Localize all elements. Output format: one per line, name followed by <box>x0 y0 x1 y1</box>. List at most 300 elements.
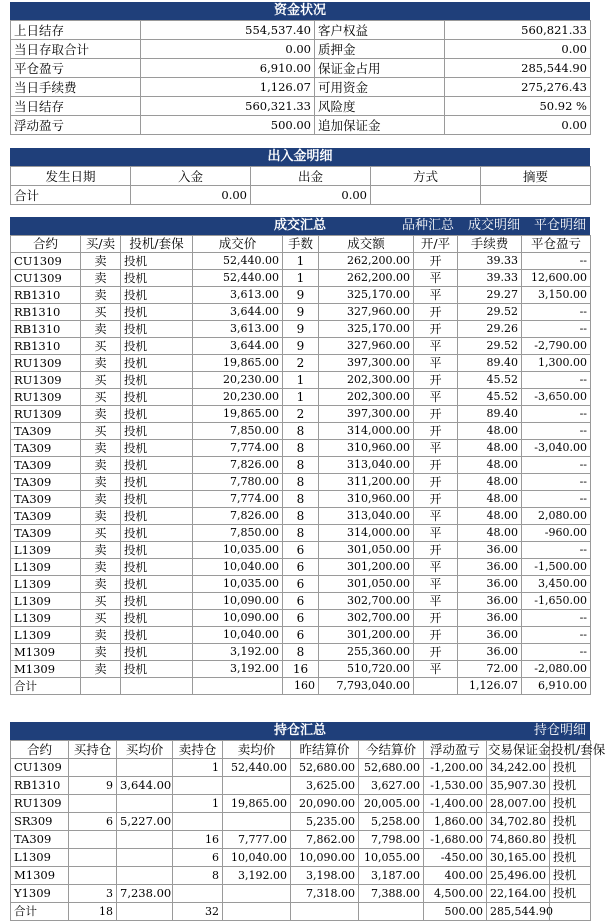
position-cell <box>173 813 223 831</box>
trade-cell: 72.00 <box>458 661 522 678</box>
trade-cell: 开 <box>414 474 458 491</box>
trade-cell: -- <box>522 423 591 440</box>
trade-cell: 开 <box>414 253 458 270</box>
trade-cell: 8 <box>283 508 319 525</box>
trade-cell <box>121 678 193 695</box>
trades-total-label: 合计 <box>11 678 81 695</box>
trade-cell: TA309 <box>11 440 81 457</box>
fund-label: 上日结存 <box>11 21 141 40</box>
positions-table <box>10 740 605 921</box>
trade-row <box>11 338 591 355</box>
fund-value: 560,821.33 <box>445 21 591 40</box>
trade-cell: 8 <box>283 440 319 457</box>
position-cell: 52,440.00 <box>223 759 291 777</box>
position-cell <box>550 903 591 921</box>
position-cell: 35,907.30 <box>487 777 550 795</box>
position-cell: 7,318.00 <box>291 885 359 903</box>
trade-cell: 2,080.00 <box>522 508 591 525</box>
trade-cell: 开 <box>414 423 458 440</box>
trade-cell: 平 <box>414 338 458 355</box>
trade-cell: -- <box>522 627 591 644</box>
trade-cell: 48.00 <box>458 457 522 474</box>
trade-cell: 314,000.00 <box>319 525 414 542</box>
link-position-detail[interactable]: 持仓明细 <box>533 723 586 738</box>
trade-cell: L1309 <box>11 576 81 593</box>
trade-cell: RU1309 <box>11 355 81 372</box>
trades-col-header: 手数 <box>283 236 319 253</box>
trade-cell: 开 <box>414 321 458 338</box>
trade-cell: 买 <box>81 423 121 440</box>
trade-cell: RB1310 <box>11 338 81 355</box>
trade-cell: 8 <box>283 423 319 440</box>
trade-cell: 投机 <box>121 253 193 270</box>
position-cell <box>117 867 173 885</box>
trade-row <box>11 525 591 542</box>
trade-cell: 投机 <box>121 440 193 457</box>
trade-cell: 1 <box>283 372 319 389</box>
fund-label: 当日手续费 <box>11 78 141 97</box>
trade-cell: -- <box>522 372 591 389</box>
trade-cell: 6 <box>283 576 319 593</box>
trade-cell: 301,050.00 <box>319 576 414 593</box>
positions-col-header: 投机/套保 <box>551 742 605 757</box>
trade-cell: 投机 <box>121 474 193 491</box>
position-cell: 52,680.00 <box>359 759 424 777</box>
trade-cell: 397,300.00 <box>319 355 414 372</box>
position-cell: 投机 <box>550 795 591 813</box>
trade-cell: RB1310 <box>11 304 81 321</box>
trade-cell: 29.52 <box>458 304 522 321</box>
trade-cell: 19,865.00 <box>193 406 283 423</box>
fund-row <box>11 59 591 78</box>
trade-cell: RB1310 <box>11 321 81 338</box>
position-cell: 7,388.00 <box>359 885 424 903</box>
fund-label: 质押金 <box>315 40 445 59</box>
trade-cell: 买 <box>81 525 121 542</box>
trade-cell: 卖 <box>81 321 121 338</box>
trade-cell: -1,500.00 <box>522 559 591 576</box>
fund-status-title: 资金状况 <box>273 3 326 18</box>
fund-label: 客户权益 <box>315 21 445 40</box>
fund-label: 风险度 <box>315 97 445 116</box>
trades-total-amount: 7,793,040.00 <box>319 678 414 695</box>
fund-status-section <box>10 2 590 135</box>
trade-cell: RU1309 <box>11 406 81 423</box>
position-cell <box>223 885 291 903</box>
trade-cell: 16 <box>283 661 319 678</box>
trade-cell: 平 <box>414 287 458 304</box>
trade-cell: L1309 <box>11 559 81 576</box>
trade-cell: 10,090.00 <box>193 610 283 627</box>
trade-row <box>11 389 591 406</box>
trade-cell: 36.00 <box>458 627 522 644</box>
trade-cell: 投机 <box>121 457 193 474</box>
trades-col-header: 买/卖 <box>81 236 121 253</box>
trade-row <box>11 304 591 321</box>
trade-cell: 313,040.00 <box>319 508 414 525</box>
trade-cell: 20,230.00 <box>193 372 283 389</box>
position-cell: 3,627.00 <box>359 777 424 795</box>
fund-label: 当日结存 <box>11 97 141 116</box>
position-cell: -450.00 <box>424 849 487 867</box>
trade-cell: 3,613.00 <box>193 287 283 304</box>
fund-value: 285,544.90 <box>445 59 591 78</box>
trade-cell: 48.00 <box>458 423 522 440</box>
deposit-title: 出入金明细 <box>267 149 333 164</box>
position-cell <box>173 885 223 903</box>
trade-cell: 7,774.00 <box>193 440 283 457</box>
trade-cell: 6 <box>283 542 319 559</box>
position-cell: 7,798.00 <box>359 831 424 849</box>
trade-cell: 10,035.00 <box>193 542 283 559</box>
fund-label: 可用资金 <box>315 78 445 97</box>
trade-cell: 开 <box>414 406 458 423</box>
trade-cell: L1309 <box>11 610 81 627</box>
position-cell: 7,862.00 <box>291 831 359 849</box>
trades-col-header: 开/平 <box>414 236 458 253</box>
trade-cell: 1,300.00 <box>522 355 591 372</box>
trade-cell: 卖 <box>81 644 121 661</box>
trade-row <box>11 627 591 644</box>
trade-cell: 9 <box>283 287 319 304</box>
trade-cell: 29.27 <box>458 287 522 304</box>
trades-col-header: 合约 <box>11 236 81 253</box>
fund-value: 6,910.00 <box>141 59 315 78</box>
position-cell: 1 <box>173 759 223 777</box>
position-cell <box>291 903 359 921</box>
trade-cell: -- <box>522 304 591 321</box>
trade-cell: 7,780.00 <box>193 474 283 491</box>
trade-cell: 36.00 <box>458 610 522 627</box>
trades-col-header: 成交价 <box>193 236 283 253</box>
trade-cell: 投机 <box>121 559 193 576</box>
fund-value: 1,126.07 <box>141 78 315 97</box>
trade-cell: 10,090.00 <box>193 593 283 610</box>
trade-cell: 卖 <box>81 491 121 508</box>
trade-cell: 投机 <box>121 287 193 304</box>
trade-cell: 平 <box>414 576 458 593</box>
position-cell: 3,192.00 <box>223 867 291 885</box>
deposit-col-in: 入金 <box>131 167 251 186</box>
deposit-section <box>10 148 590 205</box>
position-cell: 25,496.00 <box>487 867 550 885</box>
trade-cell: 19,865.00 <box>193 355 283 372</box>
position-cell <box>69 867 117 885</box>
trade-cell: 买 <box>81 372 121 389</box>
trade-cell: 卖 <box>81 542 121 559</box>
trade-cell: 7,826.00 <box>193 508 283 525</box>
trade-cell: 10,040.00 <box>193 559 283 576</box>
trade-cell: 310,960.00 <box>319 491 414 508</box>
trade-cell: 卖 <box>81 355 121 372</box>
trade-cell: 投机 <box>121 338 193 355</box>
position-cell <box>69 849 117 867</box>
position-cell: RB1310 <box>11 777 69 795</box>
positions-col-header: 今结算价 <box>359 741 424 759</box>
position-cell: 3,625.00 <box>291 777 359 795</box>
trade-cell: 卖 <box>81 406 121 423</box>
trade-cell: 卖 <box>81 457 121 474</box>
position-row <box>11 759 591 777</box>
trade-cell: -2,080.00 <box>522 661 591 678</box>
position-cell: 400.00 <box>424 867 487 885</box>
trade-cell: 卖 <box>81 576 121 593</box>
trade-row <box>11 610 591 627</box>
trade-cell: -- <box>522 610 591 627</box>
trade-cell: 36.00 <box>458 559 522 576</box>
fund-value: 50.92 % <box>445 97 591 116</box>
trade-cell: RU1309 <box>11 372 81 389</box>
trade-cell: L1309 <box>11 593 81 610</box>
trade-cell: 买 <box>81 389 121 406</box>
trade-row <box>11 406 591 423</box>
position-cell <box>173 777 223 795</box>
trade-cell: -- <box>522 321 591 338</box>
trade-cell: 29.26 <box>458 321 522 338</box>
positions-total-pnl: 500.00 <box>424 903 487 921</box>
position-row <box>11 885 591 903</box>
trade-cell: -- <box>522 644 591 661</box>
position-cell: 6 <box>173 849 223 867</box>
trades-links <box>388 217 586 235</box>
trade-cell: 2 <box>283 355 319 372</box>
trade-cell: TA309 <box>11 457 81 474</box>
trade-cell: 48.00 <box>458 440 522 457</box>
link-close-detail[interactable]: 平仓明细 <box>533 218 586 233</box>
trade-cell <box>414 678 458 695</box>
position-cell: 10,090.00 <box>291 849 359 867</box>
trades-col-header: 平仓盈亏 <box>522 236 591 253</box>
fund-label: 保证金占用 <box>315 59 445 78</box>
trades-table <box>10 235 591 695</box>
trade-cell: 39.33 <box>458 270 522 287</box>
positions-total-label: 合计 <box>11 903 69 921</box>
trade-cell: -3,650.00 <box>522 389 591 406</box>
trades-total-row <box>11 678 591 695</box>
positions-col-header: 买持仓 <box>69 741 117 759</box>
position-cell: 投机 <box>550 759 591 777</box>
position-cell: 3 <box>69 885 117 903</box>
trade-cell: 12,600.00 <box>522 270 591 287</box>
position-cell: 3,644.00 <box>117 777 173 795</box>
link-trade-detail[interactable]: 成交明细 <box>467 218 520 233</box>
trade-cell: 卖 <box>81 559 121 576</box>
positions-header <box>10 722 590 740</box>
fund-value: 0.00 <box>141 40 315 59</box>
trades-col-header: 成交额 <box>319 236 414 253</box>
position-cell: 投机 <box>550 867 591 885</box>
trade-cell: 投机 <box>121 593 193 610</box>
fund-value: 554,537.40 <box>141 21 315 40</box>
position-cell: 5,235.00 <box>291 813 359 831</box>
fund-value: 0.00 <box>445 116 591 135</box>
position-cell: 投机 <box>550 777 591 795</box>
deposit-col-out: 出金 <box>251 167 371 186</box>
trade-cell: 1 <box>283 270 319 287</box>
deposit-header-row <box>11 167 591 186</box>
position-cell: 7,238.00 <box>117 885 173 903</box>
trade-cell: 投机 <box>121 389 193 406</box>
trade-cell: 8 <box>283 644 319 661</box>
trade-cell: 29.52 <box>458 338 522 355</box>
positions-links <box>520 722 586 740</box>
trade-cell: 48.00 <box>458 474 522 491</box>
positions-col-header: 卖持仓 <box>173 741 223 759</box>
trade-cell: 45.52 <box>458 372 522 389</box>
position-cell <box>69 831 117 849</box>
trade-cell: 投机 <box>121 372 193 389</box>
fund-row <box>11 40 591 59</box>
position-cell: 34,702.80 <box>487 813 550 831</box>
fund-value: 500.00 <box>141 116 315 135</box>
trade-cell: 36.00 <box>458 576 522 593</box>
trade-cell: 开 <box>414 457 458 474</box>
deposit-total-label: 合计 <box>11 186 131 205</box>
trade-cell: 314,000.00 <box>319 423 414 440</box>
trade-cell: 8 <box>283 525 319 542</box>
position-cell: 28,007.00 <box>487 795 550 813</box>
trade-cell: 45.52 <box>458 389 522 406</box>
position-cell: 5,227.00 <box>117 813 173 831</box>
fund-label: 追加保证金 <box>315 116 445 135</box>
position-cell <box>117 795 173 813</box>
trade-cell: 平 <box>414 270 458 287</box>
trade-cell: 平 <box>414 440 458 457</box>
trades-section <box>10 217 590 695</box>
deposit-col-method: 方式 <box>371 167 481 186</box>
trade-cell: -- <box>522 457 591 474</box>
link-variety-summary[interactable]: 品种汇总 <box>401 218 454 233</box>
position-cell: 5,258.00 <box>359 813 424 831</box>
fund-label: 平仓盈亏 <box>11 59 141 78</box>
trade-cell: 7,850.00 <box>193 525 283 542</box>
trades-col-header: 手续费 <box>458 236 522 253</box>
trades-total-pnl: 6,910.00 <box>522 678 591 695</box>
trade-cell: 3,644.00 <box>193 338 283 355</box>
deposit-col-summary: 摘要 <box>481 167 591 186</box>
position-row <box>11 813 591 831</box>
trade-cell: 投机 <box>121 525 193 542</box>
position-cell: CU1309 <box>11 759 69 777</box>
deposit-total-summary <box>481 186 591 205</box>
trade-cell: L1309 <box>11 627 81 644</box>
trade-row <box>11 559 591 576</box>
position-cell: L1309 <box>11 849 69 867</box>
position-cell: 52,680.00 <box>291 759 359 777</box>
positions-total-row <box>11 903 591 921</box>
trade-cell: 202,300.00 <box>319 389 414 406</box>
trade-cell <box>81 678 121 695</box>
positions-total-sell: 32 <box>173 903 223 921</box>
trade-cell: 52,440.00 <box>193 253 283 270</box>
trade-row <box>11 661 591 678</box>
deposit-total-in: 0.00 <box>131 186 251 205</box>
trade-cell: 9 <box>283 321 319 338</box>
trade-cell: -1,650.00 <box>522 593 591 610</box>
fund-label: 浮动盈亏 <box>11 116 141 135</box>
position-cell: 20,090.00 <box>291 795 359 813</box>
positions-header-row <box>11 741 591 759</box>
trade-cell: 卖 <box>81 270 121 287</box>
trade-cell: L1309 <box>11 542 81 559</box>
trade-cell: 投机 <box>121 508 193 525</box>
deposit-total-row <box>11 186 591 205</box>
trade-cell: -2,790.00 <box>522 338 591 355</box>
trade-row <box>11 474 591 491</box>
trade-cell: 302,700.00 <box>319 610 414 627</box>
trade-cell: 卖 <box>81 627 121 644</box>
trade-cell: 310,960.00 <box>319 440 414 457</box>
deposit-col-date: 发生日期 <box>11 167 131 186</box>
trade-cell: 6 <box>283 627 319 644</box>
trade-cell: 开 <box>414 627 458 644</box>
trades-total-fee: 1,126.07 <box>458 678 522 695</box>
position-cell <box>223 813 291 831</box>
position-cell: 74,860.80 <box>487 831 550 849</box>
fund-row <box>11 21 591 40</box>
trade-cell: 89.40 <box>458 355 522 372</box>
trade-cell: 买 <box>81 610 121 627</box>
trade-cell: 投机 <box>121 423 193 440</box>
positions-col-header: 买均价 <box>117 741 173 759</box>
position-cell: M1309 <box>11 867 69 885</box>
positions-col-header: 合约 <box>11 741 69 759</box>
deposit-header <box>10 148 590 166</box>
trade-cell: 6 <box>283 593 319 610</box>
position-cell: 19,865.00 <box>223 795 291 813</box>
trade-cell: 6 <box>283 559 319 576</box>
position-row <box>11 849 591 867</box>
position-cell <box>223 903 291 921</box>
trade-row <box>11 423 591 440</box>
trade-cell: 3,613.00 <box>193 321 283 338</box>
trade-row <box>11 372 591 389</box>
fund-value: 275,276.43 <box>445 78 591 97</box>
position-cell: 20,005.00 <box>359 795 424 813</box>
position-cell: 7,777.00 <box>223 831 291 849</box>
trade-cell: 平 <box>414 661 458 678</box>
trade-cell: 投机 <box>121 491 193 508</box>
position-cell: 6 <box>69 813 117 831</box>
trade-cell: 投机 <box>121 355 193 372</box>
trade-cell: 7,774.00 <box>193 491 283 508</box>
trade-cell: TA309 <box>11 508 81 525</box>
trade-cell: 10,035.00 <box>193 576 283 593</box>
trade-cell: 36.00 <box>458 644 522 661</box>
position-cell: 10,040.00 <box>223 849 291 867</box>
trade-cell: 开 <box>414 610 458 627</box>
position-cell <box>69 759 117 777</box>
trade-cell: -3,040.00 <box>522 440 591 457</box>
deposit-total-method <box>371 186 481 205</box>
position-cell: 16 <box>173 831 223 849</box>
position-cell: 8 <box>173 867 223 885</box>
trades-col-header: 投机/套保 <box>121 236 193 253</box>
trade-cell: 327,960.00 <box>319 304 414 321</box>
trade-cell: 9 <box>283 338 319 355</box>
positions-col-header: 交易保证金 <box>488 742 551 757</box>
trade-cell: 7,850.00 <box>193 423 283 440</box>
trade-cell: 1 <box>283 253 319 270</box>
trade-cell: 2 <box>283 406 319 423</box>
trade-row <box>11 321 591 338</box>
position-row <box>11 867 591 885</box>
trade-cell: 开 <box>414 304 458 321</box>
position-row <box>11 777 591 795</box>
trades-title: 成交汇总 <box>273 218 326 233</box>
trade-cell: 平 <box>414 559 458 576</box>
position-cell: SR309 <box>11 813 69 831</box>
